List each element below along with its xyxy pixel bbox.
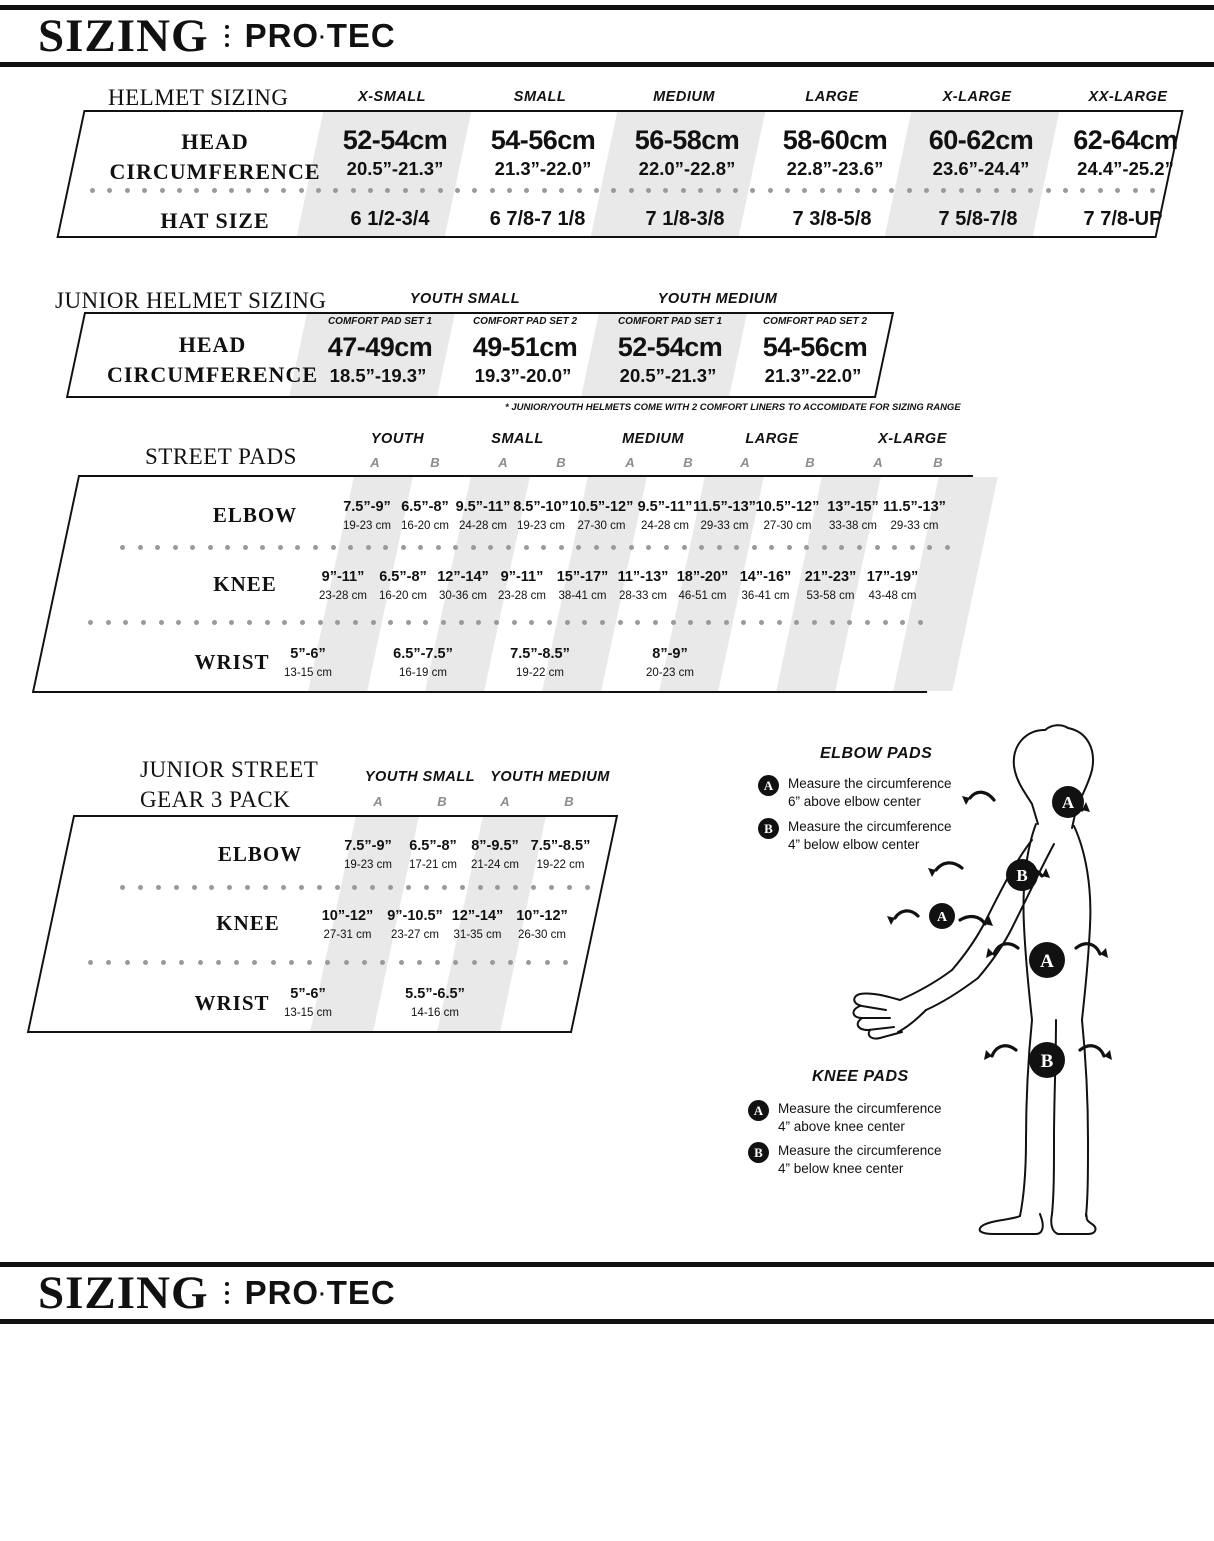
helmet-cell-cm-medium	[622, 125, 752, 156]
street-pads-ab-1: A	[370, 455, 380, 470]
street-elbow-cell-large-b	[750, 498, 825, 534]
value: 21.3”-22.0”	[764, 365, 862, 386]
street-pads-ab-3: A	[498, 455, 508, 470]
value: 17”-19”	[866, 569, 919, 585]
value: 5”-6”	[290, 646, 326, 662]
junior-street-ab-4: B	[564, 794, 574, 809]
value: 22.0”-22.8”	[638, 158, 736, 179]
value: 54-56	[762, 332, 830, 362]
value: 6 1/2-3/4	[350, 208, 430, 230]
knee-legend-a-line1: Measure the circumference	[778, 1101, 942, 1116]
knee-legend-a-line2: 4” above knee center	[778, 1119, 905, 1135]
junior-street-divider-1	[120, 885, 590, 890]
logo-mid-dot: ·	[319, 26, 327, 49]
value: 10”-12”	[321, 908, 374, 924]
street-pads-col-small: SMALL	[491, 431, 544, 447]
value: 7.5”-9”	[344, 838, 392, 854]
junior-helmet-footnote: * JUNIOR/YOUTH HELMETS COME WITH 2 COMFORT LINERS TO ACCOMIDATE FOR SIZING RANGE	[505, 402, 961, 413]
footer-brand-bar	[0, 1262, 1214, 1324]
street-pads-row-elbow: ELBOW	[212, 503, 298, 527]
junior-knee-cell-ys-a	[310, 907, 385, 943]
junior-helmet-cell-cm-1	[315, 332, 445, 363]
value: 62-64	[1073, 125, 1140, 155]
value: 12”-14”	[451, 908, 504, 924]
street-wrist-cell-youth	[268, 645, 348, 681]
metric: 19-23 cm	[343, 520, 391, 532]
unit: cm	[684, 332, 723, 362]
helmet-row-head-line1: HEAD	[181, 129, 249, 154]
value: 11.5”-13”	[883, 499, 946, 515]
value: 58-60	[782, 125, 850, 155]
junior-street-ab-1: A	[373, 794, 383, 809]
header-dots-divider	[225, 25, 229, 47]
knee-legend-b-line1: Measure the circumference	[778, 1143, 942, 1158]
value: 20.5”-21.3”	[346, 158, 444, 179]
street-wrist-cell-medium	[495, 645, 585, 681]
helmet-cell-cm-small	[478, 125, 608, 156]
header-brand-bar	[0, 5, 1214, 67]
street-pads-col-xlarge: X-LARGE	[878, 431, 947, 447]
value: 9”-10.5”	[387, 908, 443, 924]
street-knee-cell-large-b	[728, 568, 803, 604]
junior-helmet-title: JUNIOR HELMET SIZING	[55, 288, 327, 313]
value: 9”-11”	[500, 569, 544, 585]
value: 60-62	[928, 125, 996, 155]
unit: cm	[557, 125, 596, 155]
body-measurement-illustration	[840, 720, 1160, 1240]
metric: 23-28 cm	[498, 590, 546, 602]
street-pads-row-wrist: WRIST	[194, 650, 270, 674]
junior-helmet-cell-cm-4	[750, 332, 880, 363]
junior-helmet-cell-in-4	[748, 365, 878, 387]
value: 8”-9”	[652, 646, 688, 662]
street-pads-ab-7: A	[740, 455, 750, 470]
helmet-col-xxlarge: XX-LARGE	[1088, 89, 1168, 105]
junior-elbow-cell-ys-b	[398, 837, 468, 873]
helmet-col-small: SMALL	[513, 89, 567, 105]
footer-sizing-title: SIZING	[38, 1267, 209, 1319]
helmet-sizing-title: HELMET SIZING	[108, 85, 289, 110]
value: 11.5”-13”	[693, 499, 756, 515]
value: 10.5”-12”	[569, 499, 634, 515]
value: 20.5”-21.3”	[619, 365, 717, 386]
value: 49-51	[472, 332, 540, 362]
value: 52-54	[342, 125, 410, 155]
value: 7.5”-8.5”	[530, 838, 591, 854]
street-pads-ab-8: B	[805, 455, 815, 470]
metric: 16-20 cm	[401, 520, 449, 532]
value: 7 7/8-UP	[1083, 208, 1163, 230]
value: 56-58	[634, 125, 702, 155]
junior-street-title	[140, 755, 318, 815]
metric: 31-35 cm	[453, 929, 502, 941]
logo-pro-text: PRO	[244, 1274, 320, 1311]
helmet-cell-in-medium	[622, 158, 752, 180]
junior-wrist-cell-ym	[390, 985, 480, 1021]
street-pads-row-knee: KNEE	[213, 572, 277, 596]
helmet-cell-hat-small	[465, 208, 610, 231]
metric: 29-33 cm	[700, 520, 749, 532]
elbow-legend-b-line2: 4” below elbow center	[788, 837, 920, 853]
helmet-row-divider	[90, 188, 1155, 193]
metric: 16-20 cm	[379, 590, 427, 602]
junior-street-row-knee: KNEE	[216, 911, 280, 935]
helmet-cell-cm-xxlarge	[1058, 125, 1193, 156]
helmet-cell-hat-xsmall	[320, 208, 460, 231]
metric: 14-16 cm	[411, 1007, 459, 1019]
elbow-pads-diagram-title: ELBOW PADS	[820, 745, 933, 762]
street-pads-title: STREET PADS	[145, 444, 297, 469]
value: 12”-14”	[437, 569, 489, 585]
junior-helmet-padset-3: COMFORT PAD SET 1	[617, 316, 723, 327]
badge-b-icon: B	[758, 818, 779, 839]
junior-helmet-padset-2: COMFORT PAD SET 2	[472, 316, 578, 327]
metric: 20-23 cm	[646, 667, 694, 679]
metric: 13-15 cm	[284, 667, 332, 679]
metric: 23-27 cm	[391, 929, 439, 941]
value: 21”-23”	[804, 569, 857, 585]
unit: cm	[829, 332, 868, 362]
figure-badge-a-knee-upper: A	[1040, 951, 1054, 972]
value: 52-54	[617, 332, 685, 362]
metric: 33-38 cm	[829, 520, 877, 532]
value: 22.8”-23.6”	[786, 158, 884, 179]
unit: cm	[409, 125, 448, 155]
value: 21.3”-22.0”	[494, 158, 592, 179]
knee-pads-diagram-title: KNEE PADS	[812, 1068, 909, 1085]
metric: 30-36 cm	[439, 590, 487, 602]
unit: cm	[995, 125, 1034, 155]
value: 8”-9.5”	[471, 838, 519, 854]
junior-elbow-cell-ys-a	[333, 837, 403, 873]
badge-a-icon: A	[748, 1100, 769, 1121]
value: 5”-6”	[290, 986, 326, 1002]
junior-street-ab-3: A	[500, 794, 510, 809]
metric: 27-31 cm	[323, 929, 372, 941]
figure-badge-a-wrist: A	[936, 910, 948, 925]
helmet-cell-in-large	[770, 158, 900, 180]
street-pads-col-medium: MEDIUM	[622, 431, 684, 447]
figure-badge-b-elbow-lower: B	[1016, 866, 1028, 885]
metric: 27-30 cm	[577, 520, 626, 532]
metric: 19-23 cm	[344, 859, 392, 871]
junior-street-divider-2	[88, 960, 568, 965]
metric: 38-41 cm	[558, 590, 607, 602]
street-wrist-cell-large	[630, 645, 710, 681]
junior-street-col-youth-medium: YOUTH MEDIUM	[490, 769, 610, 785]
junior-helmet-cell-in-1	[313, 365, 443, 387]
value: 24.4”-25.2”	[1077, 158, 1174, 179]
helmet-cell-in-xxlarge	[1058, 158, 1193, 180]
value: 10”-12”	[516, 908, 568, 924]
value: 7.5”-8.5”	[510, 646, 570, 662]
figure-badge-a-elbow-upper: A	[1061, 793, 1075, 812]
value: 6.5”-8”	[379, 569, 427, 585]
value: 23.6”-24.4”	[932, 158, 1030, 179]
junior-helmet-row-line1: HEAD	[178, 332, 247, 357]
value: 10.5”-12”	[755, 499, 820, 515]
unit: cm	[1139, 125, 1178, 155]
unit: cm	[849, 125, 888, 155]
street-pads-ab-6: B	[683, 455, 693, 470]
metric: 19-22 cm	[536, 859, 585, 871]
metric: 24-28 cm	[641, 520, 689, 532]
helmet-cell-hat-xxlarge	[1053, 208, 1193, 231]
helmet-cell-in-xlarge	[916, 158, 1046, 180]
value: 18”-20”	[676, 569, 729, 585]
value: 54-56	[490, 125, 558, 155]
value: 6 7/8-7 1/8	[489, 208, 586, 230]
metric: 28-33 cm	[619, 590, 667, 602]
value: 5.5”-6.5”	[405, 986, 465, 1002]
street-pads-divider-1	[120, 545, 950, 550]
junior-elbow-cell-ym-a	[460, 837, 530, 873]
junior-helmet-group-youth-small: YOUTH SMALL	[409, 291, 521, 307]
helmet-row-head-line2: CIRCUMFERENCE	[109, 159, 321, 184]
junior-street-col-youth-small: YOUTH SMALL	[364, 769, 476, 785]
helmet-cell-hat-xlarge	[908, 208, 1048, 231]
junior-wrist-cell-ys	[268, 985, 348, 1021]
metric: 26-30 cm	[518, 929, 566, 941]
value: 9.5”-11”	[455, 499, 511, 515]
junior-street-title-line1: JUNIOR STREET	[140, 757, 319, 782]
junior-helmet-group-youth-medium: YOUTH MEDIUM	[657, 291, 778, 307]
metric: 36-41 cm	[741, 590, 790, 602]
metric: 29-33 cm	[890, 520, 939, 532]
junior-helmet-padset-1: COMFORT PAD SET 1	[327, 316, 433, 327]
value: 6.5”-7.5”	[393, 646, 453, 662]
value: 7 3/8-5/8	[792, 208, 872, 230]
helmet-cell-hat-large	[762, 208, 902, 231]
knee-legend-b-line2: 4” below knee center	[778, 1161, 904, 1177]
junior-street-row-wrist: WRIST	[194, 991, 270, 1015]
street-pads-ab-9: A	[873, 455, 883, 470]
value: 7.5”-9”	[343, 499, 391, 515]
metric: 19-22 cm	[516, 667, 564, 679]
street-elbow-cell-medium-a	[564, 498, 639, 534]
street-pads-ab-2: B	[430, 455, 440, 470]
junior-helmet-cell-cm-2	[460, 332, 590, 363]
elbow-legend-a-line2: 6” above elbow center	[788, 794, 921, 810]
junior-helmet-padset-4: COMFORT PAD SET 2	[762, 316, 868, 327]
value: 7 5/8-7/8	[938, 208, 1018, 230]
elbow-legend-b-line1: Measure the circumference	[788, 819, 952, 834]
street-knee-cell-xlarge-b	[855, 568, 930, 604]
junior-helmet-cell-in-2	[458, 365, 588, 387]
value: 8.5”-10”	[513, 499, 569, 515]
junior-helmet-cell-cm-3	[605, 332, 735, 363]
value: 9”-11”	[321, 569, 365, 585]
street-pads-col-youth: YOUTH	[370, 431, 425, 447]
value: 15”-17”	[556, 569, 609, 585]
value: 6.5”-8”	[409, 838, 457, 854]
badge-a-icon: A	[758, 775, 779, 796]
metric: 27-30 cm	[763, 520, 812, 532]
metric: 16-19 cm	[399, 667, 447, 679]
helmet-col-medium: MEDIUM	[653, 89, 715, 105]
helmet-cell-cm-xsmall	[330, 125, 460, 156]
helmet-cell-cm-xlarge	[916, 125, 1046, 156]
junior-street-ab-2: B	[437, 794, 447, 809]
junior-knee-cell-ym-b	[503, 907, 581, 943]
unit: cm	[539, 332, 578, 362]
metric: 24-28 cm	[459, 520, 507, 532]
value: 19.3”-20.0”	[474, 365, 572, 386]
unit: cm	[701, 125, 740, 155]
elbow-legend-a-line1: Measure the circumference	[788, 776, 952, 791]
logo-tec-text: TEC	[326, 17, 396, 54]
helmet-cell-in-small	[478, 158, 608, 180]
logo-tec-text: TEC	[326, 1274, 396, 1311]
metric: 23-28 cm	[319, 590, 367, 602]
street-pads-col-large: LARGE	[745, 431, 799, 447]
metric: 43-48 cm	[868, 590, 917, 602]
footer-protec-logo	[245, 1274, 396, 1312]
value: 47-49	[327, 332, 395, 362]
street-wrist-cell-small	[378, 645, 468, 681]
value: 18.5”-19.3”	[329, 365, 427, 386]
street-elbow-cell-xlarge-b	[877, 498, 952, 534]
metric: 19-23 cm	[517, 520, 565, 532]
junior-street-title-line2: GEAR 3 PACK	[140, 787, 291, 812]
junior-helmet-row-head-circumference	[105, 330, 320, 390]
street-pads-ab-5: A	[625, 455, 635, 470]
value: 6.5”-8”	[401, 499, 449, 515]
junior-helmet-cell-in-3	[603, 365, 733, 387]
street-pads-divider-2	[88, 620, 923, 625]
helmet-cell-hat-medium	[615, 208, 755, 231]
junior-elbow-cell-ym-b	[523, 837, 598, 873]
value: 13”-15”	[827, 499, 879, 515]
logo-pro-text: PRO	[244, 17, 320, 54]
helmet-col-large: LARGE	[805, 89, 859, 105]
badge-b-icon: B	[748, 1142, 769, 1163]
figure-badge-b-knee-lower: B	[1040, 1051, 1054, 1072]
logo-mid-dot: ·	[319, 1283, 327, 1306]
unit: cm	[394, 332, 433, 362]
helmet-cell-in-xsmall	[330, 158, 460, 180]
header-protec-logo	[245, 17, 396, 55]
metric: 13-15 cm	[284, 1007, 332, 1019]
footer-dots-divider	[225, 1282, 229, 1304]
street-pads-ab-10: B	[933, 455, 943, 470]
street-pads-ab-4: B	[556, 455, 566, 470]
metric: 17-21 cm	[409, 859, 457, 871]
helmet-col-xlarge: X-LARGE	[942, 89, 1012, 105]
value: 7 1/8-3/8	[645, 208, 725, 230]
junior-helmet-row-line2: CIRCUMFERENCE	[107, 362, 318, 387]
helmet-row-head-circumference	[100, 127, 330, 187]
header-sizing-title: SIZING	[38, 10, 209, 62]
value: 9.5”-11”	[637, 499, 693, 515]
helmet-cell-cm-large	[770, 125, 900, 156]
helmet-col-xsmall: X-SMALL	[358, 89, 426, 105]
metric: 21-24 cm	[471, 859, 519, 871]
helmet-row-hat-size: HAT SIZE	[160, 208, 270, 233]
metric: 53-58 cm	[806, 590, 855, 602]
value: 14”-16”	[739, 569, 792, 585]
metric: 46-51 cm	[678, 590, 727, 602]
junior-street-row-elbow: ELBOW	[217, 842, 303, 866]
value: 11”-13”	[617, 569, 669, 585]
